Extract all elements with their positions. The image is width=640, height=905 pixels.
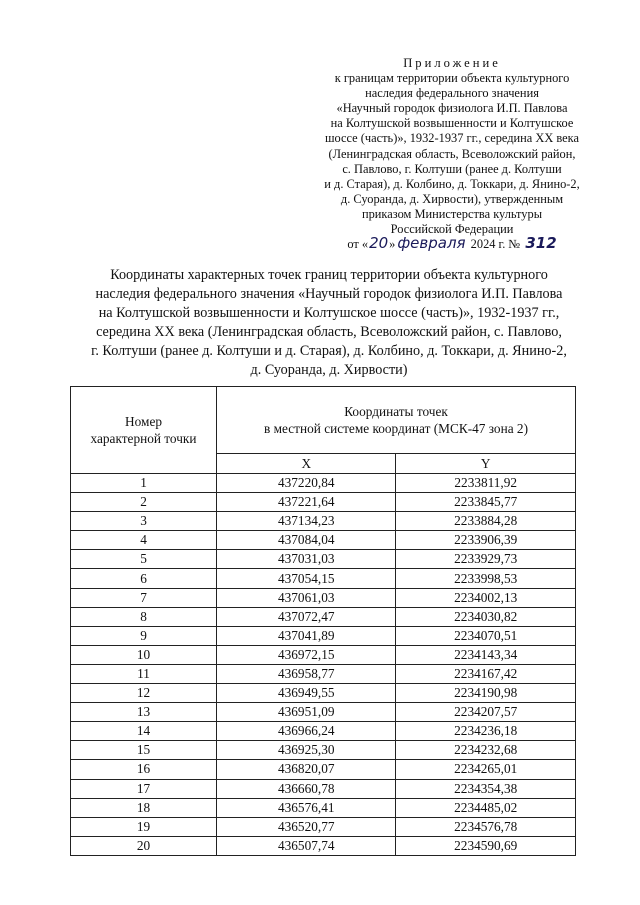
point-number-cell: 8: [71, 607, 217, 626]
title-line: середина XX века (Ленинградская область, Всеволожский район, с. Павлово,: [96, 324, 562, 340]
table-row: [71, 645, 576, 664]
coordinates-table-body: [71, 474, 576, 856]
y-coordinate-cell: 2233811,92: [396, 474, 576, 493]
table-row: [71, 722, 576, 741]
y-coordinate-cell: 2234354,38: [396, 779, 576, 798]
point-number-cell: 4: [71, 531, 217, 550]
handwritten-order-number: 312: [525, 234, 557, 253]
appendix-line: и д. Старая), д. Колбино, д. Токкари, д. Янино-2,: [324, 176, 580, 191]
title-line: на Колтушской возвышенности и Колтушское шоссе (часть)», 1932-1937 гг.,: [98, 305, 560, 321]
header-coordinates-line1: Координаты точек: [344, 404, 448, 419]
table-row: [71, 798, 576, 817]
y-coordinate-cell: 2234070,51: [396, 626, 576, 645]
x-coordinate-cell: 436576,41: [217, 798, 396, 817]
x-coordinate-cell: 436820,07: [217, 760, 396, 779]
document-title: [40, 266, 618, 380]
x-coordinate-cell: 437061,03: [217, 588, 396, 607]
point-number-cell: 17: [71, 779, 217, 798]
appendix-line: «Научный городок физиолога И.П. Павлова: [336, 101, 568, 116]
y-coordinate-cell: 2234590,69: [396, 836, 576, 855]
table-row: [71, 512, 576, 531]
y-coordinate-cell: 2234265,01: [396, 760, 576, 779]
point-number-cell: 11: [71, 664, 217, 683]
title-line: Координаты характерных точек границ территории объекта культурного: [110, 267, 548, 283]
x-coordinate-cell: 436949,55: [217, 684, 396, 703]
point-number-cell: 9: [71, 626, 217, 645]
x-coordinate-cell: 437072,47: [217, 607, 396, 626]
point-number-cell: 18: [71, 798, 217, 817]
table-row: [71, 493, 576, 512]
appendix-line: (Ленинградская область, Всеволожский район,: [328, 146, 576, 161]
order-year: 2024 г. №: [467, 237, 524, 252]
title-line: наследия федерального значения «Научный городок физиолога И.П. Павлова: [95, 286, 563, 302]
point-number-cell: 14: [71, 722, 217, 741]
point-number-cell: 2: [71, 493, 217, 512]
table-row: [71, 836, 576, 855]
y-coordinate-cell: 2233929,73: [396, 550, 576, 569]
title-line: д. Суоранда, д. Хирвости): [250, 362, 408, 378]
table-row: [71, 741, 576, 760]
x-coordinate-cell: 437220,84: [217, 474, 396, 493]
order-prefix: от «: [347, 237, 369, 252]
x-coordinate-cell: 436660,78: [217, 779, 396, 798]
table-row: [71, 760, 576, 779]
point-number-cell: 6: [71, 569, 217, 588]
appendix-line: приказом Министерства культуры: [361, 206, 543, 221]
appendix-block: [292, 56, 612, 252]
y-coordinate-cell: 2234143,34: [396, 645, 576, 664]
table-row: [71, 664, 576, 683]
y-coordinate-cell: 2233845,77: [396, 493, 576, 512]
appendix-heading: Приложение: [403, 56, 501, 70]
x-coordinate-cell: 437221,64: [217, 493, 396, 512]
header-point-number-line1: Номер: [125, 414, 162, 429]
header-point-number: [71, 387, 217, 474]
x-coordinate-cell: 436925,30: [217, 741, 396, 760]
order-date-line: [292, 234, 612, 253]
x-coordinate-cell: 436520,77: [217, 817, 396, 836]
point-number-cell: 16: [71, 760, 217, 779]
point-number-cell: 1: [71, 474, 217, 493]
appendix-line: шоссе (часть)», 1932-1937 гг., середина XX века: [324, 131, 580, 146]
y-coordinate-cell: 2234232,68: [396, 741, 576, 760]
header-y: Y: [396, 454, 576, 474]
x-coordinate-cell: 436951,09: [217, 703, 396, 722]
y-coordinate-cell: 2234576,78: [396, 817, 576, 836]
table-row: [71, 684, 576, 703]
appendix-line: наследия федерального значения: [365, 86, 539, 101]
header-x: X: [217, 454, 396, 474]
handwritten-order-month: февраля: [397, 234, 466, 253]
y-coordinate-cell: 2233906,39: [396, 531, 576, 550]
table-row: [71, 779, 576, 798]
y-coordinate-cell: 2234236,18: [396, 722, 576, 741]
table-row: [71, 474, 576, 493]
x-coordinate-cell: 437041,89: [217, 626, 396, 645]
y-coordinate-cell: 2234190,98: [396, 684, 576, 703]
header-coordinates-line2: в местной системе координат (МСК-47 зона 2): [264, 421, 528, 436]
y-coordinate-cell: 2234207,57: [396, 703, 576, 722]
title-line: г. Колтуши (ранее д. Колтуши и д. Старая), д. Колбино, д. Токкари, д. Янино-2,: [91, 343, 567, 359]
table-row: [71, 607, 576, 626]
table-row: [71, 626, 576, 645]
point-number-cell: 7: [71, 588, 217, 607]
point-number-cell: 5: [71, 550, 217, 569]
point-number-cell: 3: [71, 512, 217, 531]
x-coordinate-cell: 437031,03: [217, 550, 396, 569]
x-coordinate-cell: 437084,04: [217, 531, 396, 550]
appendix-line: д. Суоранда, д. Хирвости), утвержденным: [340, 191, 564, 206]
table-row: [71, 550, 576, 569]
coordinates-table: [70, 386, 576, 856]
point-number-cell: 10: [71, 645, 217, 664]
header-point-number-line2: характерной точки: [90, 431, 197, 446]
order-day-close: »: [389, 237, 396, 252]
y-coordinate-cell: 2234485,02: [396, 798, 576, 817]
appendix-line: с. Павлово, г. Колтуши (ранее д. Колтуши: [342, 161, 562, 176]
point-number-cell: 12: [71, 684, 217, 703]
point-number-cell: 19: [71, 817, 217, 836]
y-coordinate-cell: 2233998,53: [396, 569, 576, 588]
point-number-cell: 20: [71, 836, 217, 855]
y-coordinate-cell: 2233884,28: [396, 512, 576, 531]
table-row: [71, 531, 576, 550]
x-coordinate-cell: 437054,15: [217, 569, 396, 588]
header-coordinates: [217, 387, 576, 454]
y-coordinate-cell: 2234002,13: [396, 588, 576, 607]
appendix-line: Российской Федерации: [390, 222, 514, 237]
x-coordinate-cell: 437134,23: [217, 512, 396, 531]
x-coordinate-cell: 436958,77: [217, 664, 396, 683]
table-row: [71, 588, 576, 607]
point-number-cell: 13: [71, 703, 217, 722]
handwritten-order-day: 20: [369, 234, 389, 253]
y-coordinate-cell: 2234167,42: [396, 664, 576, 683]
y-coordinate-cell: 2234030,82: [396, 607, 576, 626]
table-row: [71, 703, 576, 722]
point-number-cell: 15: [71, 741, 217, 760]
appendix-line: к границам территории объекта культурного: [334, 71, 570, 86]
x-coordinate-cell: 436972,15: [217, 645, 396, 664]
table-row: [71, 817, 576, 836]
x-coordinate-cell: 436966,24: [217, 722, 396, 741]
x-coordinate-cell: 436507,74: [217, 836, 396, 855]
appendix-line: на Колтушской возвышенности и Колтушское: [330, 116, 574, 131]
table-row: [71, 569, 576, 588]
